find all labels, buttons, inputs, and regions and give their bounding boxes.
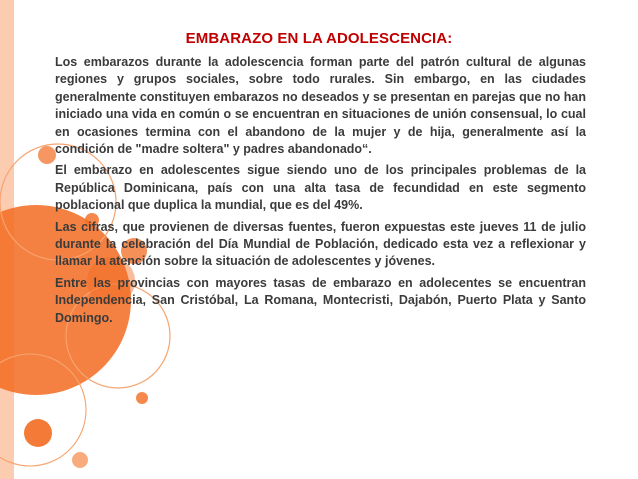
slide-title: EMBARAZO EN LA ADOLESCENCIA: [185, 30, 453, 47]
paragraph-4: Entre las provincias con mayores tasas de embarazo en adolecentes se encuentran Independencia, San Cristóbal, La Romana, Montecristi, Dajabón, Puerto Plata y Santo Domingo. [55, 275, 586, 325]
deco-circle-small-6 [136, 392, 148, 404]
paragraph-3: Las cifras, que provienen de diversas fuentes, fueron expuestas este jueves 11 de julio durante la celebración del Día Mundial de Población, dedicado esta vez a reflexionar y llamar la atención sobre la situación de adolescentes y jóvenes. [55, 219, 586, 269]
deco-circle-small-5 [38, 146, 56, 164]
paragraph-1: Los embarazos durante la adolescencia forman parte del patrón cultural de algunas regiones y grupos sociales, sobre todo rurales. Sin embargo, en las ciudades generalmente constituyen embarazos no deseados y se presentan en parejas que no han iniciado una vida en común o se encuentran en situaciones de unión consensual, lo cual en ocasiones termina con el abandono de la mujer y de hija, generalmente así la condición de "madre soltera" y padres abandonado“. [55, 55, 586, 157]
slide-body [55, 54, 586, 331]
deco-circle-small-4 [24, 419, 52, 447]
deco-circle-small-7 [72, 452, 88, 468]
paragraph-2: El embarazo en adolescentes sigue siendo uno de los principales problemas de la República Dominicana, país con una alta tasa de fecundidad en este segmento poblacional que duplica la mundial, que es del 49%. [55, 163, 586, 213]
